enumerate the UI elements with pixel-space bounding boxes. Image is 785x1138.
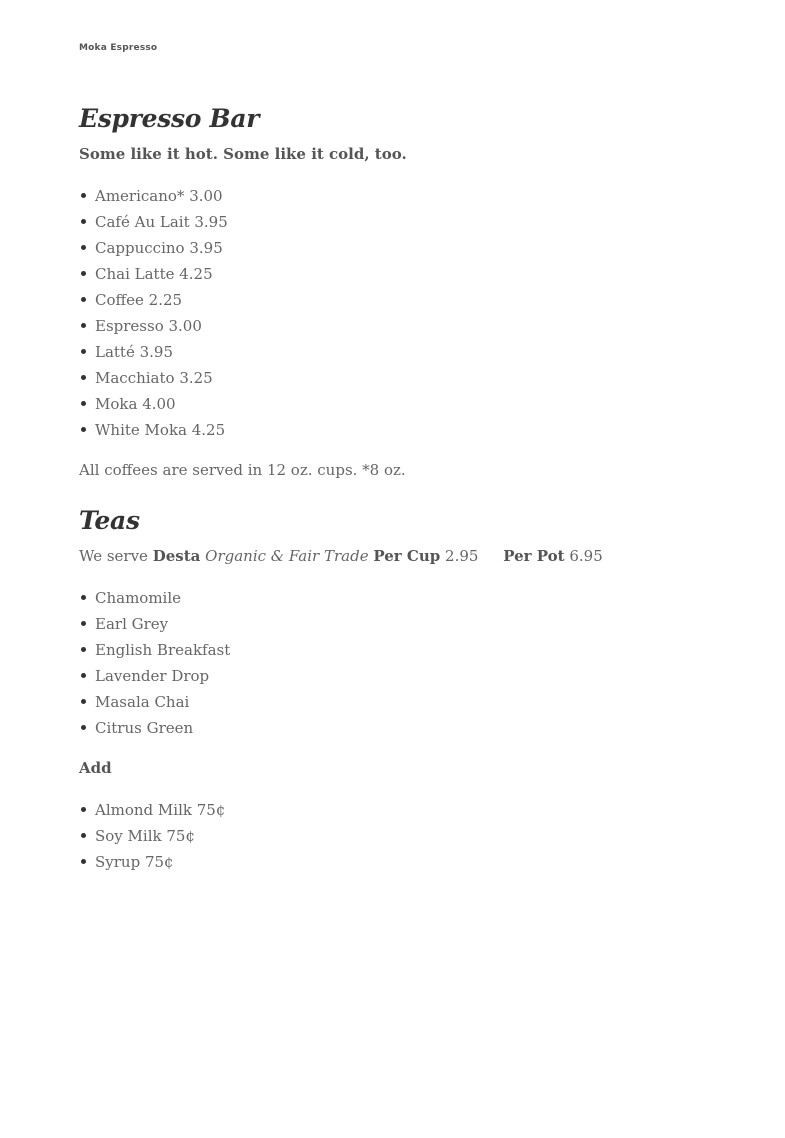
list-item xyxy=(95,339,228,365)
list-item xyxy=(95,365,228,391)
list-item xyxy=(95,637,230,663)
bullet-icon xyxy=(81,699,86,704)
tea-brand-description: Organic & Fair Trade xyxy=(205,547,369,565)
list-item-text: Latté 3.95 xyxy=(95,343,174,361)
tea-list xyxy=(95,585,230,741)
bullet-icon xyxy=(81,219,86,224)
add-heading: Add xyxy=(79,759,112,777)
tea-pricing-line xyxy=(79,547,603,565)
bullet-icon xyxy=(81,807,86,812)
per-cup-price: 2.95 xyxy=(445,547,479,565)
bullet-icon xyxy=(81,647,86,652)
list-item-text: Almond Milk 75¢ xyxy=(95,801,226,819)
bullet-icon xyxy=(81,427,86,432)
list-item xyxy=(95,797,225,823)
bullet-icon xyxy=(81,323,86,328)
list-item-text: Earl Grey xyxy=(95,615,169,633)
add-list xyxy=(95,797,225,875)
bullet-icon xyxy=(81,621,86,626)
bullet-icon xyxy=(81,401,86,406)
list-item-text: Chai Latte 4.25 xyxy=(95,265,213,283)
per-cup-label: Per Cup xyxy=(373,547,441,565)
list-item-text: Lavender Drop xyxy=(95,667,210,685)
list-item xyxy=(95,611,230,637)
bullet-icon xyxy=(81,193,86,198)
bullet-icon xyxy=(81,375,86,380)
bullet-icon xyxy=(81,245,86,250)
tea-intro: We serve xyxy=(79,547,148,565)
list-item xyxy=(95,287,228,313)
bullet-icon xyxy=(81,271,86,276)
list-item-text: Coffee 2.25 xyxy=(95,291,183,309)
list-item-text: English Breakfast xyxy=(95,641,231,659)
list-item xyxy=(95,849,225,875)
list-item xyxy=(95,823,225,849)
list-item xyxy=(95,261,228,287)
bullet-icon xyxy=(81,595,86,600)
list-item-text: Macchiato 3.25 xyxy=(95,369,213,387)
list-item xyxy=(95,235,228,261)
list-item xyxy=(95,715,230,741)
espresso-bar-heading: Espresso Bar xyxy=(79,104,260,133)
list-item xyxy=(95,689,230,715)
list-item-text: Masala Chai xyxy=(95,693,190,711)
bullet-icon xyxy=(81,833,86,838)
list-item-text: Espresso 3.00 xyxy=(95,317,202,335)
list-item-text: Soy Milk 75¢ xyxy=(95,827,195,845)
list-item-text: Syrup 75¢ xyxy=(95,853,174,871)
site-title[interactable]: Moka Espresso xyxy=(79,43,158,53)
per-pot-label: Per Pot xyxy=(503,547,565,565)
list-item xyxy=(95,391,228,417)
list-item-text: White Moka 4.25 xyxy=(95,421,226,439)
list-item xyxy=(95,209,228,235)
list-item-text: Cappuccino 3.95 xyxy=(95,239,223,257)
list-item-text: Americano* 3.00 xyxy=(95,187,223,205)
teas-heading: Teas xyxy=(79,506,140,535)
tea-brand: Desta xyxy=(152,547,201,565)
bullet-icon xyxy=(81,297,86,302)
list-item-text: Chamomile xyxy=(95,589,182,607)
bullet-icon xyxy=(81,673,86,678)
list-item xyxy=(95,183,228,209)
espresso-tagline: Some like it hot. Some like it cold, too. xyxy=(79,145,407,163)
list-item-text: Citrus Green xyxy=(95,719,194,737)
bullet-icon xyxy=(81,349,86,354)
list-item xyxy=(95,663,230,689)
bullet-icon xyxy=(81,725,86,730)
bullet-icon xyxy=(81,859,86,864)
list-item xyxy=(95,313,228,339)
per-pot-price: 6.95 xyxy=(569,547,603,565)
list-item xyxy=(95,417,228,443)
espresso-list xyxy=(95,183,228,443)
list-item-text: Moka 4.00 xyxy=(95,395,176,413)
list-item-text: Café Au Lait 3.95 xyxy=(95,213,228,231)
list-item xyxy=(95,585,230,611)
coffee-size-note: All coffees are served in 12 oz. cups. *8 oz. xyxy=(79,461,406,479)
